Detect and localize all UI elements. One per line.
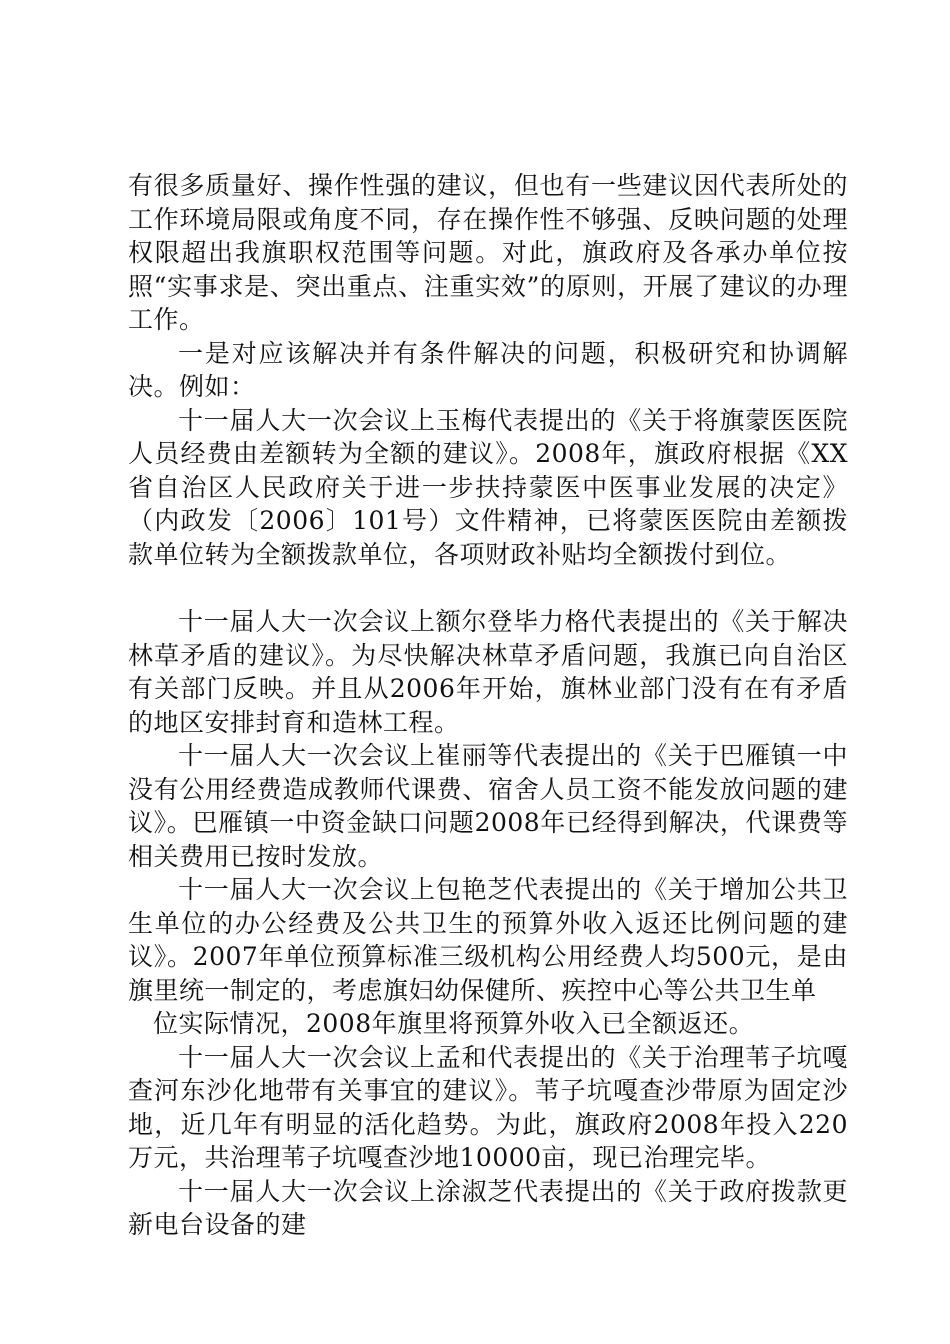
paragraph-1: 有很多质量好、操作性强的建议，但也有一些建议因代表所处的工作环境局限或角度不同，存在操作性不够强、反映问题的处理权限超出我旗职权范围等问题。对此，旗政府及各承办单位按照“实事求是、突出重点、注重实效”的原则，开展了建议的办理工作。 <box>128 171 848 334</box>
paragraph-gap <box>128 571 848 605</box>
paragraph-4: 十一届人大一次会议上额尔登毕力格代表提出的《关于解决林草矛盾的建议》。为尽快解决林草矛盾问题，我旗已向自治区有关部门反映。并且从2006年开始，旗林业部门没有在有矛盾的地区安排封育和造林工程。 <box>128 607 848 737</box>
paragraph-5: 十一届人大一次会议上崔丽等代表提出的《关于巴雁镇一中没有公用经费造成教师代课费、宿舍人员工资不能发放问题的建议》。巴雁镇一中资金缺口问题2008年已经得到解决，代课费等相关费用已按时发放。 <box>128 741 848 871</box>
paragraph-9: 十一届人大一次会议上涂淑芝代表提出的《关于政府拨款更新电台设备的建 <box>128 1176 848 1239</box>
paragraph-2: 一是对应该解决并有条件解决的问题，积极研究和协调解决。例如： <box>128 338 848 401</box>
paragraph-3: 十一届人大一次会议上玉梅代表提出的《关于将旗蒙医医院人员经费由差额转为全额的建议》。2008年，旗政府根据《XX省自治区人民政府关于进一步扶持蒙医中医事业发展的决定》（内政发〔2006〕101号）文件精神，已将蒙医医院由差额拨款单位转为全额拨款单位，各项财政补贴均全额拨付到位。 <box>128 405 848 569</box>
document-body <box>128 169 848 1242</box>
paragraph-8: 十一届人大一次会议上孟和代表提出的《关于治理苇子坑嘎查河东沙化地带有关事宜的建议》。苇子坑嘎查沙带原为固定沙地，近几年有明显的活化趋势。为此，旗政府2008年投入220万元，共治理苇子坑嘎查沙地10000亩，现已治理完毕。 <box>128 1042 848 1172</box>
paragraph-7: 位实际情况，2008年旗里将预算外收入已全额返还。 <box>153 1009 755 1038</box>
paragraph-6: 十一届人大一次会议上包艳芝代表提出的《关于增加公共卫生单位的办公经费及公共卫生的预算外收入返还比例问题的建议》。2007年单位预算标准三级机构公用经费人均500元，是由旗里统一制定的，考虑旗妇幼保健所、疾控中心等公共卫生单 <box>128 875 848 1005</box>
